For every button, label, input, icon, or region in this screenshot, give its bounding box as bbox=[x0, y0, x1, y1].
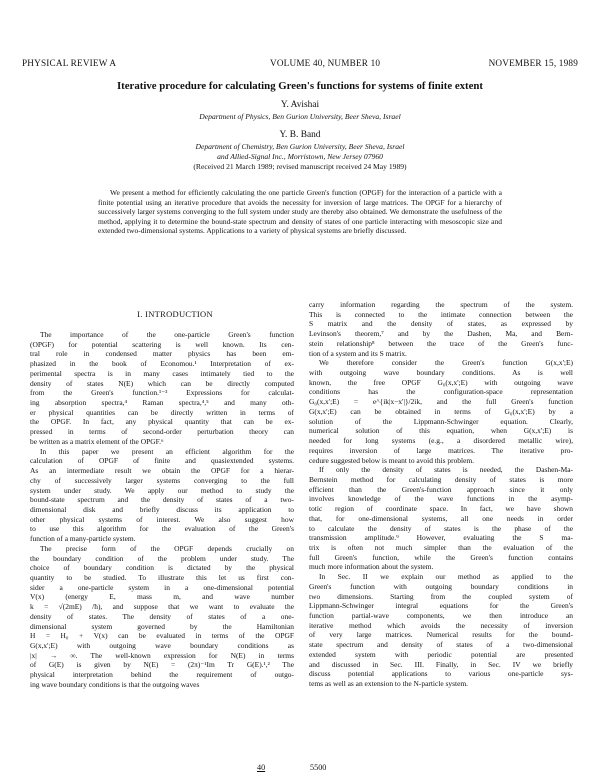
running-header bbox=[22, 58, 578, 72]
right-column bbox=[309, 300, 573, 689]
text-line: G(x,x';E) can be obtained in terms of G₀(x,x';E) by a bbox=[309, 406, 573, 416]
journal-name: PHYSICAL REVIEW A bbox=[22, 58, 117, 68]
text-line: to calculate the density of states is the phase of the bbox=[309, 523, 573, 533]
text-line: tems as well as an extension to the N-particle system. bbox=[309, 679, 469, 689]
text-line: chy of successively larger systems converging to the full bbox=[30, 475, 294, 485]
text-line: other physical systems of interest. We also suggest how bbox=[30, 514, 294, 524]
author-name: Y. B. Band bbox=[279, 130, 321, 140]
text-line: tral role in condensed matter physics has been em- bbox=[30, 349, 294, 359]
text-line: involves knowledge of the wave functions in the asymp- bbox=[309, 494, 573, 504]
section-heading: I. INTRODUCTION bbox=[137, 309, 213, 319]
text-line: In Sec. II we explain our method as applied to the bbox=[319, 572, 573, 582]
footer-volume: 40 bbox=[257, 763, 266, 772]
text-line: the OPGF. In fact, any physical quantity that can be ex- bbox=[30, 417, 294, 427]
received-date: (Received 21 March 1989; revised manuscript received 24 May 1989) bbox=[193, 162, 407, 171]
text-line: efficient than the Green's-function approach since it only bbox=[309, 484, 573, 494]
text-line: of G(E) is given by N(E) = (2π)⁻¹Im Tr G(E).¹,² The bbox=[30, 660, 294, 670]
text-line: extended system with periodic potential are presented bbox=[309, 649, 573, 659]
text-line: Levinson's theorem,⁷ and by the Dashen, Ma, and Bern- bbox=[309, 329, 573, 339]
text-line: two dimensions. Starting from the coupled system of bbox=[309, 591, 573, 601]
text-line: requires inversion of large matrices. The iterative pro- bbox=[309, 445, 573, 455]
text-line: stein relationship⁸ between the trace of the Green's func- bbox=[309, 338, 573, 348]
text-line: bound-state spectrum and the density of states of a two- bbox=[30, 495, 294, 505]
text-line: transmission amplitude.⁹ However, evaluating the S ma- bbox=[309, 533, 573, 543]
text-line: full Green's function, while the Green's function contains bbox=[309, 552, 573, 562]
text-line: V(x) (energy E, mass m, and wave number bbox=[30, 592, 294, 602]
text-line: S matrix and the density of states, as expressed by bbox=[309, 319, 573, 329]
text-line: ing absorption spectra,⁴ Raman spectra,⁴,⁵ and many oth- bbox=[30, 398, 294, 408]
text-line: cedure suggested below is meant to avoid this problem. bbox=[309, 455, 475, 465]
text-line: As an intermediate result we obtain the OPGF for a hierar- bbox=[30, 466, 294, 476]
text-line: This is connected to the intimate connection between the bbox=[309, 309, 573, 319]
text-line: dimensional system governed by the Hamiltonian bbox=[30, 621, 294, 631]
text-line: Lippmann-Schwinger integral equations for the Green's bbox=[309, 601, 573, 611]
volume-number: VOLUME 40, NUMBER 10 bbox=[270, 58, 381, 68]
text-line: We therefore consider the Green's function G(x,x';E) bbox=[319, 358, 573, 368]
text-line: function of a many-particle system. bbox=[30, 534, 136, 544]
text-line: known, the free OPGF G₀(x,x';E) with outgoing wave bbox=[309, 377, 573, 387]
text-line: The importance of the one-particle Green's function bbox=[40, 330, 294, 339]
text-line: dimensional disk and briefly discuss its application to bbox=[30, 504, 294, 514]
text-line: quantity to be studied. To illustrate this let us first con- bbox=[30, 572, 294, 582]
text-line: choice of boundary condition is dictated by the physical bbox=[30, 563, 294, 573]
text-line: totic region of coordinate space. In fact, we have shown bbox=[309, 504, 573, 514]
text-line: numerical solution of this equation, when G(x,x';E) is bbox=[309, 426, 573, 436]
text-line: trix is often not much simpler than the evaluation of the bbox=[309, 542, 573, 552]
text-line: of very large matrices. Numerical results for the bound- bbox=[309, 630, 573, 640]
text-line: much more information about the system. bbox=[309, 562, 434, 572]
text-line: to use this algorithm for the evaluation of the Green's bbox=[30, 524, 294, 534]
author-affiliation: and Allied-Signal Inc., Morristown, New Jersey 07960 bbox=[217, 152, 383, 161]
text-line: conditions has the configuration-space representation bbox=[309, 387, 573, 397]
text-line: G₀(x,x';E) = e^{ik|x−x'|}/2ik, and the full Green's function bbox=[309, 397, 573, 407]
text-line: In this paper we present an efficient algorithm for the bbox=[40, 446, 294, 456]
text-line: density of states. The density of states of a one- bbox=[30, 611, 294, 621]
text-line: state spectrum and density of states of a two-dimensional bbox=[309, 640, 573, 650]
text-line: (OPGF) for potential scattering is well known. Its cen- bbox=[30, 339, 294, 349]
text-line: discuss potential applications to various one-particle sys- bbox=[309, 669, 573, 679]
left-column bbox=[30, 330, 294, 690]
text-line: |x| → ∞. The well-known expression for N(E) in terms bbox=[30, 650, 294, 660]
text-line: H = H₀ + V(x) can be evaluated in terms of the OPGF bbox=[30, 631, 294, 641]
text-line: carry information regarding the spectrum of the system. bbox=[309, 300, 573, 309]
text-line: needed for long systems (e.g., a disordered metallic wire), bbox=[309, 436, 573, 446]
text-line: that, for one-dimensional systems, all one needs in order bbox=[309, 513, 573, 523]
text-line: ing wave boundary conditions is that the outgoing waves bbox=[30, 679, 200, 689]
text-line: phasized in the book of Economou.¹ Interpretation of ex- bbox=[30, 359, 294, 369]
text-line: density of states N(E) which can be directly computed bbox=[30, 378, 294, 388]
text-line: If only the density of states is needed, the Dashen-Ma- bbox=[319, 465, 573, 475]
text-line: with outgoing wave boundary conditions. As is well bbox=[309, 368, 573, 378]
author-affiliation: Department of Physics, Ben Gurion University, Beer Sheva, Israel bbox=[199, 112, 401, 121]
paper-title: Iterative procedure for calculating Green's functions for systems of finite extent bbox=[116, 80, 484, 92]
text-line: perimental spectra is in many cases intimately tied to the bbox=[30, 368, 294, 378]
text-line: The precise form of the OPGF depends crucially on bbox=[40, 543, 294, 553]
text-line: iterative method which avoids the necessity of inversion bbox=[309, 620, 573, 630]
text-line: function partial-wave components, we then introduce an bbox=[309, 611, 573, 620]
text-line: k = √(2mE) /ħ), and suppose that we want to evaluate the bbox=[30, 602, 294, 612]
text-line: tion of a system and its S matrix. bbox=[309, 348, 407, 358]
text-line: G(x,x';E) with outgoing wave boundary conditions as bbox=[30, 641, 294, 650]
text-line: Bernstein method for calculating density of states is more bbox=[309, 474, 573, 484]
text-line: and discussed in Sec. III. Finally, in Sec. IV we briefly bbox=[309, 659, 573, 669]
text-line: system under study. We apply our method to study the bbox=[30, 485, 294, 495]
text-line: physical interpretation behind the requirement of outgo- bbox=[30, 670, 294, 680]
page-number: 5500 bbox=[310, 763, 327, 772]
text-line: from the Green's function.¹⁻³ Expressions for calculat- bbox=[30, 388, 294, 398]
abstract: We present a method for efficiently calculating the one particle Green's function (OPGF) for the interaction of a particle with a finite potential using an iterative procedure that avoids the necessity for inversion of large matrices. The OPGF for a hierarchy of successively larger systems converging to the full system under study are thereby also obtained. We demonstrate the usefulness of the method, applying it to determine the bound-state spectrum and density of states of one particle interacting with mesoscopic size and extended two-dimensional systems. Applications to a variety of physical systems are briefly discussed. bbox=[98, 188, 502, 236]
text-line: be written as a matrix element of the OPGF.⁶ bbox=[30, 436, 164, 446]
text-line: er physical quantities can be directly written in terms of bbox=[30, 407, 294, 417]
author-name: Y. Avishai bbox=[280, 100, 320, 110]
text-line: the boundary condition of the problem under study. The bbox=[30, 553, 294, 563]
text-line: pressed in terms of second-order perturbation theory can bbox=[30, 427, 294, 437]
text-line: calculation of OPGF of finite and quasiextended systems. bbox=[30, 456, 294, 466]
text-line: Green's function with outgoing boundary conditions in bbox=[309, 581, 573, 591]
author-affiliation: Department of Chemistry, Ben Gurion University, Beer Sheva, Israel bbox=[195, 142, 405, 151]
text-line: sider a one-particle system in a one-dimensional potential bbox=[30, 582, 294, 592]
text-line: solution of the Lippmann-Schwinger equation. Clearly, bbox=[309, 416, 573, 426]
issue-date: NOVEMBER 15, 1989 bbox=[488, 58, 578, 68]
